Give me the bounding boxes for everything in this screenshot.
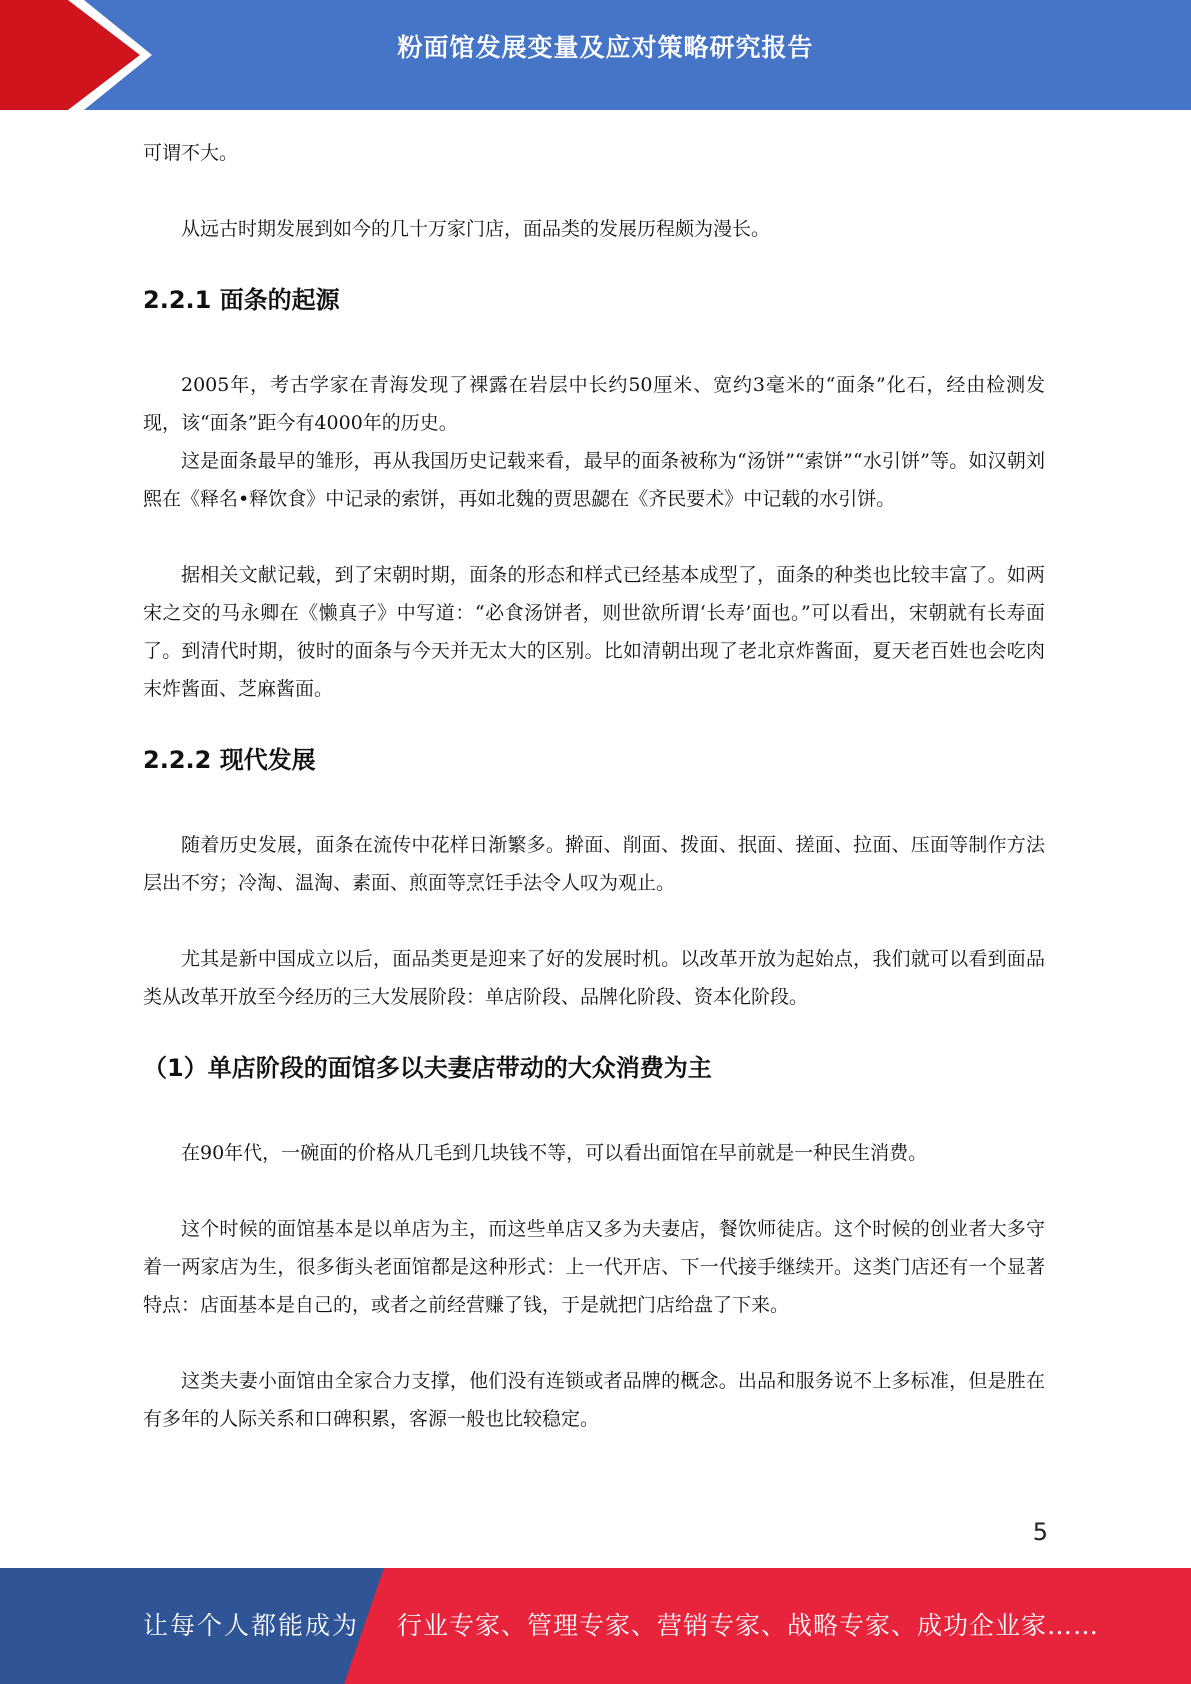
paragraph: 这是面条最早的雏形，再从我国历史记载来看，最早的面条被称为“汤饼”“索饼”“水引饼”等。如汉朝刘熙在《释名•释饮食》中记录的索饼，再如北魏的贾思勰在《齐民要术》中记载的水引饼。 xyxy=(143,450,1045,510)
paragraph: 在90年代，一碗面的价格从几毛到几块钱不等，可以看出面馆在早前就是一种民生消费。 xyxy=(181,1142,928,1164)
section-heading-2-2-2: 2.2.2 现代发展 xyxy=(143,746,316,774)
paragraph: 尤其是新中国成立以后，面品类更是迎来了好的发展时机。以改革开放为起始点，我们就可以看到面品类从改革开放至今经历的三大发展阶段：单店阶段、品牌化阶段、资本化阶段。 xyxy=(143,948,1045,1008)
section-heading-2-2-1: 2.2.1 面条的起源 xyxy=(143,286,340,314)
page-footer xyxy=(0,1568,1191,1684)
paragraph: 随着历史发展，面条在流传中花样日渐繁多。擀面、削面、拨面、抿面、搓面、拉面、压面等制作方法层出不穷；冷淘、温淘、素面、煎面等烹饪手法令人叹为观止。 xyxy=(143,834,1045,894)
subsection-heading: （1）单店阶段的面馆多以夫妻店带动的大众消费为主 xyxy=(143,1054,712,1082)
paragraph: 从远古时期发展到如今的几十万家门店，面品类的发展历程颇为漫长。 xyxy=(181,218,771,240)
paragraph: 这个时候的面馆基本是以单店为主，而这些单店又多为夫妻店，餐饮师徒店。这个时候的创业者大多守着一两家店为生，很多街头老面馆都是这种形式：上一代开店、下一代接手继续开。这类门店还有一个显著特点：店面基本是自己的，或者之前经营赚了钱，于是就把门店给盘了下来。 xyxy=(143,1218,1045,1316)
page-number: 5 xyxy=(1032,1518,1048,1546)
page-header xyxy=(0,0,1191,110)
paragraph: 可谓不大。 xyxy=(143,142,239,164)
paragraph: 2005年，考古学家在青海发现了裸露在岩层中长约50厘米、宽约3毫米的“面条”化石，经由检测发现，该“面条”距今有4000年的历史。 xyxy=(143,374,1045,434)
report-title: 粉面馆发展变量及应对策略研究报告 xyxy=(397,33,814,62)
footer-slogan-left: 让每个人都能成为 xyxy=(143,1611,360,1640)
paragraph: 据相关文献记载，到了宋朝时期，面条的形态和样式已经基本成型了，面条的种类也比较丰富了。如两宋之交的马永卿在《懒真子》中写道：“必食汤饼者，则世欲所谓‘长寿’面也。”可以看出，宋朝就有长寿面了。到清代时期，彼时的面条与今天并无太大的区别。比如清朝出现了老北京炸酱面，夏天老百姓也会吃肉末炸酱面、芝麻酱面。 xyxy=(143,564,1045,700)
main-content xyxy=(143,110,1045,1438)
footer-slogan-right: 行业专家、管理专家、营销专家、战略专家、成功企业家…… xyxy=(397,1611,1100,1640)
paragraph: 这类夫妻小面馆由全家合力支撑，他们没有连锁或者品牌的概念。出品和服务说不上多标准，但是胜在有多年的人际关系和口碑积累，客源一般也比较稳定。 xyxy=(143,1370,1045,1430)
